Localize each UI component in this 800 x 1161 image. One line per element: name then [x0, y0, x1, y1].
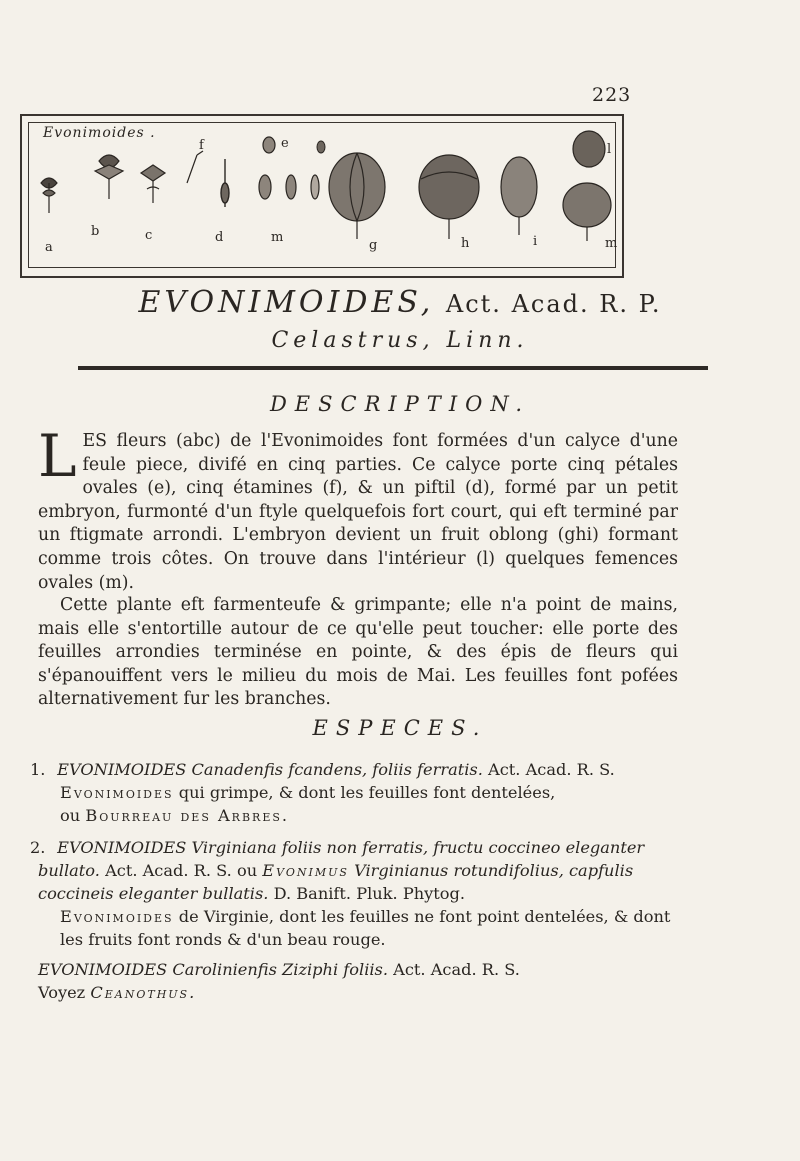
figure-l-seed-capsule — [573, 131, 605, 167]
species-description — [38, 905, 688, 951]
plate-illustrations — [29, 123, 619, 271]
figure-a-flower-cluster — [41, 178, 57, 213]
figure-e-petals — [259, 137, 319, 199]
species-text: qui grimpe, & dont les feuilles font dentelées, — [178, 783, 556, 802]
species-alt-latin: Virginianus rotundifolius, capfulis coccineis eleganter bullatis. — [38, 861, 634, 903]
figure-label-i: i — [533, 234, 538, 249]
figure-label-e: e — [281, 136, 289, 151]
figure-f-stamen — [187, 151, 203, 183]
title-reference: Act. Acad. R. P. — [445, 290, 662, 318]
page-number: 223 — [592, 84, 632, 106]
figure-label-f: f — [199, 138, 204, 153]
species-alt-name: Evonimus — [262, 861, 349, 880]
species-french-name: Evonimoides — [60, 783, 174, 802]
description-text-1: ES fleurs (abc) de l'Evonimoides font formées d'un calyce d'une feule piece, divifé en cinq parties. Ce calyce porte cinq pétales ovales (e), cinq étamines (f), & un piftil (d), formé par un petit embryon, furmonté d'un ftyle quelquefois fort court, qui eft terminé par un ftigmate arrondi. L'embryon devient un fruit oblong (ghi) formant comme trois côtes. On trouve dans l'intérieur (l) quelques femences ovales (m). — [38, 431, 678, 593]
species-latin-name: EVONIMOIDES Canadenfis fcandens, foliis ferratis. — [57, 760, 483, 779]
species-french-name: Evonimoides — [60, 907, 174, 926]
species-item-2 — [30, 836, 688, 951]
figure-label-b: b — [91, 224, 100, 239]
figure-b-flower — [95, 155, 123, 199]
page-subtitle: Celastrus, Linn. — [271, 328, 529, 353]
species-item-1 — [30, 758, 688, 827]
title-main: EVONIMOIDES, — [138, 285, 435, 320]
figure-label-a: a — [45, 240, 53, 255]
species-cross-reference — [38, 981, 688, 1004]
species-number: 1. — [30, 760, 46, 779]
figure-label-c: c — [145, 228, 153, 243]
species-latin-name: EVONIMOIDES Virginiana foliis non ferratis, fructu coccineo eleganter bullato. — [38, 838, 645, 880]
species-text-prefix: ou — [60, 806, 81, 825]
figure-m-small-seeds — [317, 141, 325, 153]
description-heading: DESCRIPTION. — [269, 392, 531, 416]
species-item-3 — [38, 958, 688, 1004]
figure-label-d: d — [215, 230, 224, 245]
page-title — [0, 285, 800, 320]
figure-label-l: l — [607, 142, 612, 157]
species-reference: Act. Acad. R. S. ou — [105, 861, 258, 880]
species-alt-reference: D. Banift. Pluk. Phytog. — [273, 884, 466, 903]
see-reference[interactable]: Ceanothus. — [90, 983, 197, 1002]
species-reference: Act. Acad. R. S. — [488, 760, 615, 779]
description-paragraph-2: Cette plante eft farmenteufe & grimpante; elle n'a point de mains, mais elle s'entortille autour de ce qu'elle peut toucher: elle porte des feuilles arrondies terminése en pointe, & des épis de fleurs qui s'épanouiffent vers le milieu du mois de Mai. Les feuilles font pofées alternativement fur les branches. — [38, 595, 678, 710]
see-prefix: Voyez — [38, 983, 86, 1002]
figure-g-fruit — [329, 153, 385, 239]
species-latin-name: EVONIMOIDES Carolinienfis Ziziphi foliis. — [38, 960, 389, 979]
plate-frame — [28, 122, 616, 268]
figure-c-flower — [141, 165, 165, 203]
plate-caption: Evonimoides . — [43, 125, 156, 141]
botanical-plate — [20, 114, 624, 278]
species-reference: Act. Acad. R. S. — [393, 960, 520, 979]
species-text: de Virginie, dont les feuilles ne font point dentelées, & dont les fruits font ronds & d'un beau rouge. — [60, 907, 671, 949]
figure-m-seeds — [563, 183, 611, 241]
title-rule — [78, 366, 708, 370]
figure-i-fruit — [501, 157, 537, 235]
figure-label-m1: m — [271, 230, 284, 245]
figure-label-g: g — [369, 238, 378, 253]
figure-d-pistil — [221, 159, 229, 207]
figure-label-m2: m — [605, 236, 618, 251]
species-common-name: Bourreau des Arbres. — [85, 806, 290, 825]
description-paragraph-1 — [38, 422, 678, 595]
drop-capital: L — [38, 422, 77, 490]
figure-label-h: h — [461, 236, 470, 251]
figure-h-fruit — [419, 155, 479, 239]
species-heading: ESPECES. — [312, 716, 488, 740]
species-description — [38, 781, 688, 827]
species-number: 2. — [30, 838, 46, 857]
